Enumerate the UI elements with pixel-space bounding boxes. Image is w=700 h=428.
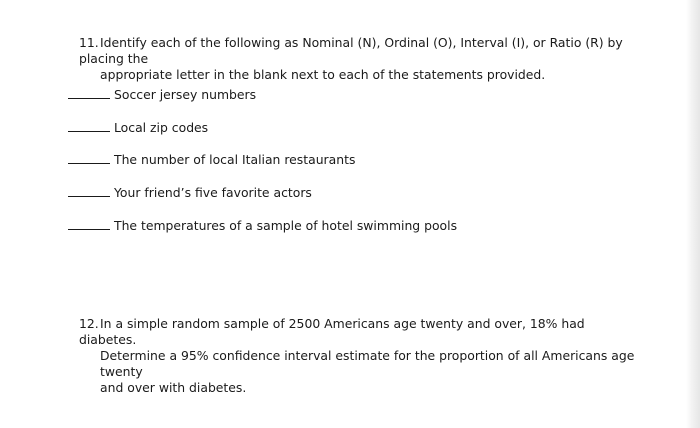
question-12-number: 12. (79, 316, 99, 331)
statement-item (68, 119, 208, 135)
answer-blank[interactable] (68, 151, 110, 164)
statement-label: Soccer jersey numbers (114, 87, 257, 102)
question-11 (79, 35, 649, 83)
question-12-text-line2: Determine a 95% confidence interval estimate for the proportion of all Americans age twenty (100, 348, 635, 379)
question-12 (79, 316, 639, 396)
answer-blank[interactable] (68, 119, 110, 132)
answer-blank[interactable] (68, 86, 110, 99)
question-12-text-line1: In a simple random sample of 2500 Americans age twenty and over, 18% had diabetes. (79, 316, 585, 347)
question-11-text-line1: Identify each of the following as Nominal (N), Ordinal (O), Interval (I), or Ratio (R) by placing the (79, 35, 623, 66)
statement-item (68, 217, 457, 233)
answer-blank[interactable] (68, 184, 110, 197)
answer-blank[interactable] (68, 217, 110, 230)
statement-item (68, 151, 355, 167)
question-11-number: 11. (79, 35, 99, 50)
statement-label: Your friend’s five favorite actors (114, 185, 312, 200)
statement-label: The number of local Italian restaurants (114, 152, 356, 167)
statement-label: The temperatures of a sample of hotel swimming pools (114, 218, 458, 233)
question-12-text-line3: and over with diabetes. (100, 380, 247, 395)
question-11-text-line2: appropriate letter in the blank next to each of the statements provided. (100, 67, 546, 82)
page-edge-shadow (686, 0, 700, 428)
statement-label: Local zip codes (114, 120, 209, 135)
statement-item (68, 86, 256, 102)
statement-item (68, 184, 312, 200)
